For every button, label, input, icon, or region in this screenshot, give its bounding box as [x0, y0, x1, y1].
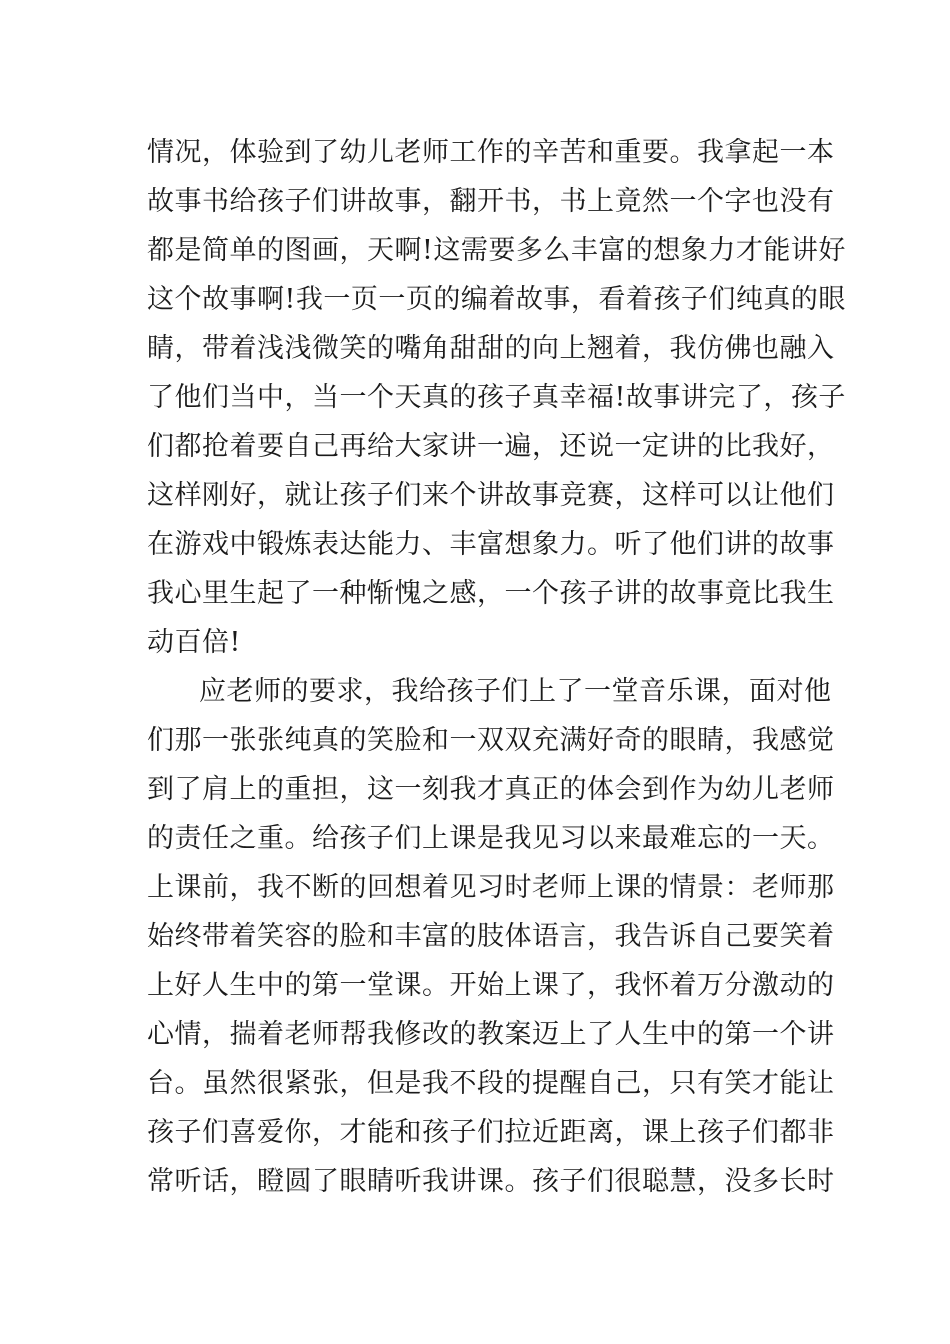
text-line: 都是简单的图画，天啊!这需要多么丰富的想象力才能讲好 [147, 235, 846, 266]
text-line: 故事书给孩子们讲故事，翻开书，书上竟然一个字也没有 [147, 186, 835, 217]
text-line: 在游戏中锻炼表达能力、丰富想象力。听了他们讲的故事 [147, 529, 835, 560]
text-line: 动百倍! [147, 627, 241, 658]
text-line: 们那一张张纯真的笑脸和一双双充满好奇的眼睛，我感觉 [147, 725, 835, 756]
text-line: 们都抢着要自己再给大家讲一遍，还说一定讲的比我好， [147, 431, 835, 462]
text-line: 常听话，瞪圆了眼睛听我讲课。孩子们很聪慧，没多长时 [147, 1166, 835, 1197]
text-line: 上课前，我不断的回想着见习时老师上课的情景：老师那 [147, 872, 835, 903]
text-line: 到了肩上的重担，这一刻我才真正的体会到作为幼儿老师 [147, 774, 835, 805]
text-line: 这个故事啊!我一页一页的编着故事，看着孩子们纯真的眼 [147, 284, 846, 315]
text-line: 睛，带着浅浅微笑的嘴角甜甜的向上翘着，我仿佛也融入 [147, 333, 835, 364]
text-line: 台。虽然很紧张，但是我不段的提醒自己，只有笑才能让 [147, 1068, 835, 1099]
text-line: 情况，体验到了幼儿老师工作的辛苦和重要。我拿起一本 [147, 137, 835, 168]
body-text [147, 128, 846, 1206]
paragraph-start-line: 应老师的要求，我给孩子们上了一堂音乐课，面对他 [199, 676, 832, 707]
text-line: 这样刚好，就让孩子们来个讲故事竞赛，这样可以让他们 [147, 480, 835, 511]
text-line: 心情，揣着老师帮我修改的教案迈上了人生中的第一个讲 [147, 1019, 835, 1050]
text-line: 始终带着笑容的脸和丰富的肢体语言，我告诉自己要笑着 [147, 921, 835, 952]
text-line: 的责任之重。给孩子们上课是我见习以来最难忘的一天。 [147, 823, 835, 854]
text-line: 孩子们喜爱你，才能和孩子们拉近距离，课上孩子们都非 [147, 1117, 835, 1148]
text-line: 我心里生起了一种惭愧之感，一个孩子讲的故事竟比我生 [147, 578, 835, 609]
text-line: 了他们当中，当一个天真的孩子真幸福!故事讲完了，孩子 [147, 382, 846, 413]
text-line: 上好人生中的第一堂课。开始上课了，我怀着万分激动的 [147, 970, 835, 1001]
